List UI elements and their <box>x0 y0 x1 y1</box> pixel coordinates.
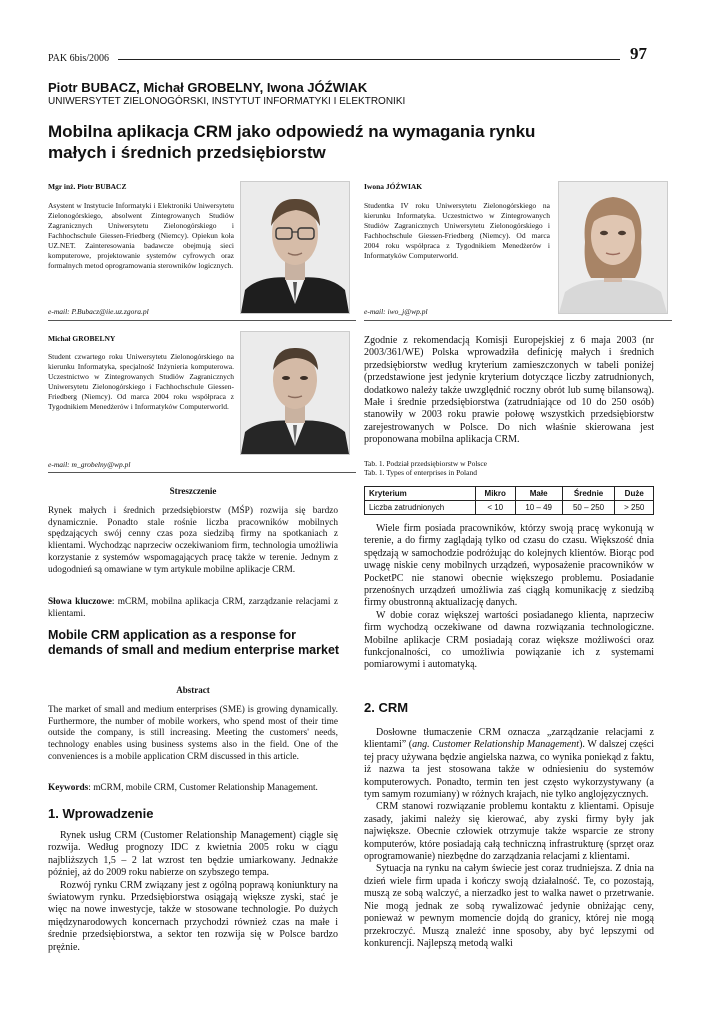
authors: Piotr BUBACZ, Michał GROBELNY, Iwona JÓŹWIAK <box>48 80 368 95</box>
streszczenie-heading: Streszczenie <box>169 486 217 496</box>
section-2-paragraph: Sytuacja na rynku na całym świecie jest coraz trudniejsza. Z dnia na dzień wiele firm upada i kończy swoją działalność. Te, co pozostają, muszą ze sobą walczyć, a nierzadko jest to walka nawet o przetrwanie. Nie mogą jednak ze sobą rywalizować jedynie obniżając ceny, ponieważ w pewnym momencie dojdą do granicy, której nie mogą przekroczyć. Muszą znaleźć inne sposoby, aby być lepszymi od konkurencji. Najlepszą metodą walki <box>364 863 654 949</box>
crm-def-text-b: ). W dalszej części tej pracy używana będzie angielska nazwa, co wynika poniekąd z faktu, iż nazwa ta jest stosowana także w odniesieniu do systemów komputerowych. Ponadto, termin ten jest często wykorzystywany (a tym samym rozumiany) w różnych krajach, nie tylko anglojęzycznych. <box>364 739 654 801</box>
section-1-paragraph: Rynek usług CRM (Customer Relationship Management) ciągle się rozwija. Według prognozy IDC z kwietnia 2005 roku w ciągu najbliższych 1,5 – 2 lat wzrost ten będzie umiarkowany. Jednakże później, aż do 2009 roku nabierze on szybszego tempa. <box>48 830 338 879</box>
keywords-pl-value: : mCRM, mobilna aplikacja CRM, zarządzanie relacjami z klientami. <box>48 597 338 619</box>
bio-name-bubacz: Mgr inż. Piotr BUBACZ <box>48 182 127 191</box>
table-header-cell: Mikro <box>475 487 515 501</box>
abstract-heading: Abstract <box>176 685 210 695</box>
table-cell: < 10 <box>475 501 515 515</box>
bio-name-jozwiak: Iwona JÓŹWIAK <box>364 182 423 191</box>
affiliation: UNIWERSYTET ZIELONOGÓRSKI, INSTYTUT INFORMATYKI I ELEKTRONIKI <box>48 96 406 107</box>
crm-def-italic: ang. Customer Relationship Management <box>412 739 580 751</box>
market-paragraph: W dobie coraz większej wartości posiadanego klienta, naprzeciw firm wychodzą oczekiwane od dawna rozwiązania technologiczne. Mobilne aplikacje CRM posiadają coraz większe możliwości oraz funkcjonalności, co umożliwia powiązanie ich z systemami pomiarowymi i automatyką. <box>364 609 654 671</box>
author-photo-bubacz <box>240 181 350 314</box>
enterprise-table <box>364 486 654 515</box>
section-1-paragraph: Rozwój rynku CRM związany jest z ogólną poprawą koniunktury na światowym rynku. Przedsiębiorstwa osiągają większe zyski, stać je więc na nowe inwestycje, także w stosowane technologie. Po dużych międzynarodowych koncernach przychodzi również czas na małe i średnie przedsiębiorstwa, a sektor ten rozwija się w Polsce bardzo prężnie. <box>48 879 338 953</box>
abstract-text: The market of small and medium enterprises (SME) is growing dynamically. Furthermore, the number of mobile workers, who spend most of their time outside the company, is still increasing. Meeting the customers' needs, technology enables using business systems also in the field. One of the conveniences is a mobile application CRM discussed in this article. <box>48 705 338 762</box>
table-cell: > 250 <box>615 501 654 515</box>
page-number: 97 <box>630 44 647 63</box>
title-line-2: małych i średnich przedsiębiorstw <box>48 143 326 162</box>
table-captions <box>364 459 487 477</box>
section-2-body <box>364 727 654 950</box>
table-header-cell: Małe <box>515 487 562 501</box>
english-title: Mobile CRM application as a response for demands of small and medium enterprise market <box>48 628 340 657</box>
author-photo-grobelny <box>240 331 350 455</box>
market-paragraphs <box>364 523 654 672</box>
section-2-paragraph <box>364 727 654 801</box>
keywords-en <box>48 783 338 795</box>
table-cell: Liczba zatrudnionych <box>365 501 476 515</box>
author-photo-jozwiak <box>558 181 668 314</box>
section-1-body <box>48 830 338 954</box>
email-grobelny: e-mail: m_grobelny@wp.pl <box>48 460 131 469</box>
market-paragraph: Wiele firm posiada pracowników, którzy swoją pracę wykonują w terenie, a do firmy zaglądają tylko od czasu do czasu. Większość dnia spędzają w samochodzie podróżując do kolejnych klientów. Biorąc pod uwagę niskie ceny mobilnych urządzeń, wyposażenie pracowników w PocketPC nie stanowi obecnie większego problemu. Posiadanie przenośnych urządzeń umożliwia zaś ciągłą komunikację z siedzibą firmy obustronną aktualizację danych. <box>364 523 654 609</box>
paper-title <box>48 121 608 163</box>
bio-rule-3 <box>48 472 356 473</box>
table-cell: 10 – 49 <box>515 501 562 515</box>
keywords-en-label: Keywords <box>48 783 89 793</box>
title-line-1: Mobilna aplikacja CRM jako odpowiedź na wymagania rynku <box>48 122 536 141</box>
table-caption-en: Tab. 1. Types of enterprises in Poland <box>364 468 477 477</box>
bio-rule-2 <box>364 320 672 321</box>
table-header-cell: Duże <box>615 487 654 501</box>
table-row <box>365 501 654 515</box>
section-2-paragraph: CRM stanowi rozwiązanie problemu kontaktu z klientami. Opisuje zasady, jakimi należy się kierować, aby zyski firmy były jak największe. Obecnie człowiek otrzymuje także wsparcie ze strony komputerów, które posiadają całą techniczną infrastrukturę (sprzęt oraz oprogramowanie) niezbędne do zarządzania relacjami z klientami. <box>364 801 654 863</box>
journal-issue: PAK 6bis/2006 <box>48 53 110 64</box>
email-bubacz: e-mail: P.Bubacz@iie.uz.zgora.pl <box>48 307 149 316</box>
bio-text-jozwiak: Studentka IV roku Uniwersytetu Zielonogórskiego na kierunku Informatyka. Uczestnictwo w Zintegrowanych Studiów Zagranicznych Uniwersytetu Zielonogórskiego i Fachhochschule Giessen-Friedberg (Niemcy). Od marca 2004 roku współpraca z Tygodnikiem Menedżerów i Informatyków Computerworld. <box>364 201 550 260</box>
section-2-heading: 2. CRM <box>364 700 409 715</box>
keywords-pl <box>48 597 338 620</box>
bio-text-grobelny: Student czwartego roku Uniwersytetu Zielonogórskiego na kierunku Informatyka, specjalność Inżynieria komputerowa. Uczestnictwo w Zintegrowanych Studiów Zagranicznych Uniwersytetu Zielonogórskiego i Fachhochschule Giessen-Friedberg (Niemcy). Od marca 2004 roku współpraca z Tygodnikiem Menedżerów i Informatyków Computerworld. <box>48 352 234 411</box>
bio-rule-1 <box>48 320 356 321</box>
table-cell: 50 – 250 <box>562 501 615 515</box>
table-caption-pl: Tab. 1. Podział przedsiębiorstw w Polsce <box>364 459 487 468</box>
table-header-cell: Średnie <box>562 487 615 501</box>
bio-name-grobelny: Michał GROBELNY <box>48 334 116 343</box>
crm-def-text-a: Dosłowne tłumaczenie CRM oznacza „zarządzanie relacjami z klientami” ( <box>364 727 654 751</box>
keywords-pl-label: Słowa kluczowe <box>48 597 112 607</box>
table-header-cell: Kryterium <box>365 487 476 501</box>
email-jozwiak: e-mail: iwo_j@wp.pl <box>364 307 428 316</box>
header-rule <box>118 59 620 60</box>
streszczenie-text: Rynek małych i średnich przedsiębiorstw (MŚP) rozwija się bardzo dynamicznie. Ponadto stale rośnie liczba pracowników mobilnych spędzających swój cenny czas poza siedzibą firmy na spotkaniach z klientami. Wychodząc naprzeciw oczekiwaniom firm, technologia umożliwia korzystanie z systemów wspomagających pracę także w terenie. Jednym z udogodnień są omawiane w tym artykule mobilne aplikacje CRM. <box>48 506 338 575</box>
keywords-en-value: : mCRM, mobile CRM, Customer Relationship Management. <box>88 783 318 793</box>
section-1-heading: 1. Wprowadzenie <box>48 806 154 821</box>
bio-text-bubacz: Asystent w Instytucie Informatyki i Elektroniki Uniwersytetu Zielonogórskiego, absolwent Zintegrowanych Studiów Zagranicznych Uniwersytetu Zielonogórskiego i Fachhochschule Giessen-Friedberg (Niemcy). Opiekun koła UZ.NET. Zainteresowania badawcze obejmują sieci komputerowe, projektowanie systemów cyfrowych oraz formalnych metod oprogramowania sterowników logicznych. <box>48 201 234 270</box>
intro-text: Zgodnie z rekomendacją Komisji Europejskiej z 6 maja 2003 (nr 2003/361/WE) Polska wprowadziła definicję małych i średnich przedsiębiorstw według kryterium zamieszczonych w tabeli poniżej (przedstawione jest jedynie kryterium dotyczące liczby zatrudnionych, dodatkowo należy także uwzględnić roczny obrót lub sumę bilansową). Małe i średnie przedsiębiorstwa (zatrudniające od 10 do 250 osób) stanowiły w 2003 roku prawie połowę wszystkich przedsiębiorstw zarejestrowanych w Polsce. Do nich właśnie skierowana jest proponowana mobilna aplikacja CRM. <box>364 335 654 446</box>
table-header-row <box>365 487 654 501</box>
